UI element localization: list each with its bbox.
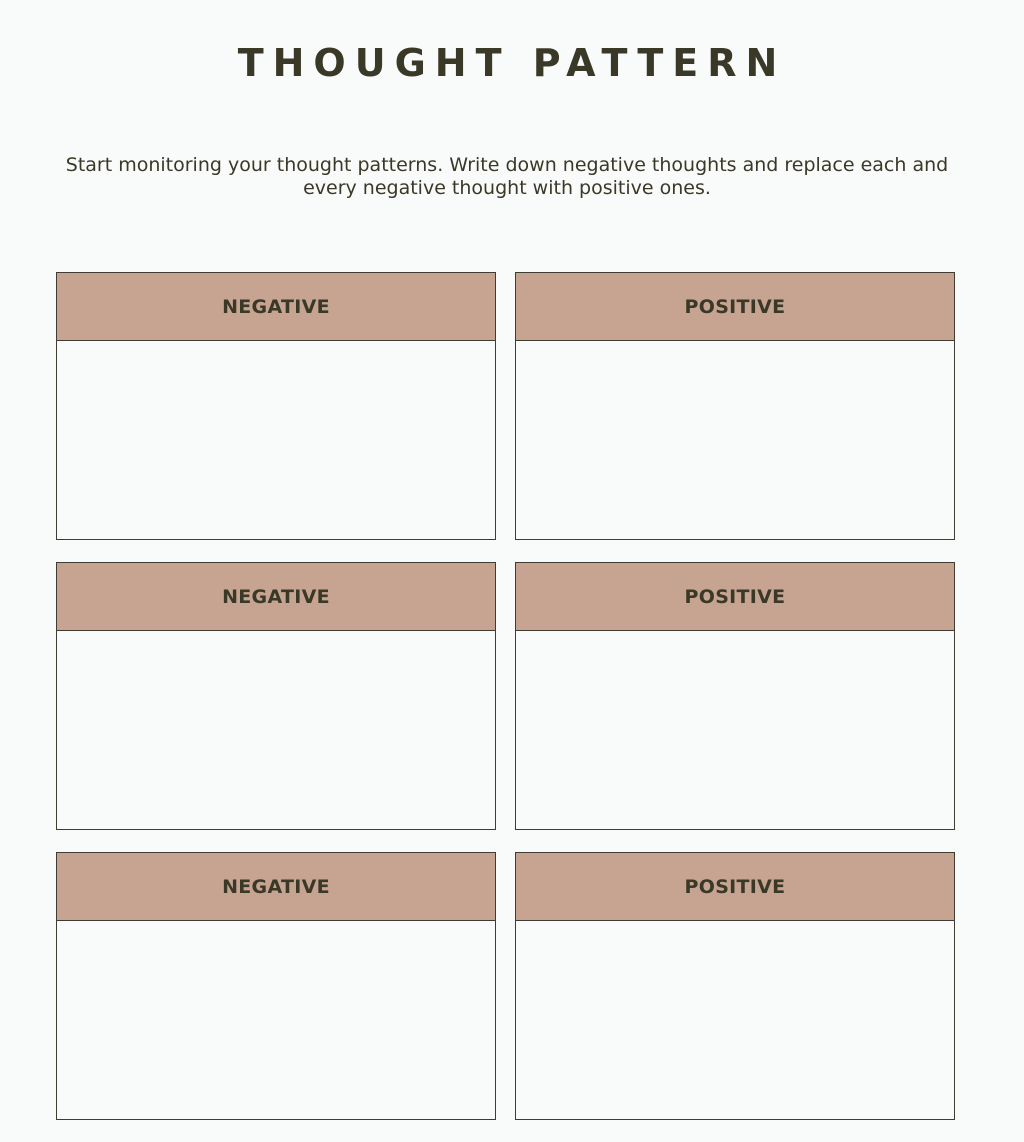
- negative-writing-area[interactable]: [57, 921, 495, 1120]
- negative-header: NEGATIVE: [57, 563, 495, 631]
- thought-row-1: [56, 272, 959, 540]
- thought-grid: [56, 272, 959, 1142]
- thought-row-2: [56, 562, 959, 830]
- instructions-text: Start monitoring your thought patterns. Write down negative thoughts and replace each and every negative thought with positive ones.: [65, 154, 949, 199]
- positive-header: POSITIVE: [516, 273, 954, 341]
- thought-row-3: [56, 852, 959, 1120]
- positive-header: POSITIVE: [516, 563, 954, 631]
- negative-writing-area[interactable]: [57, 631, 495, 830]
- positive-writing-area[interactable]: [516, 921, 954, 1120]
- negative-box: [56, 562, 496, 830]
- negative-box: [56, 272, 496, 540]
- positive-header: POSITIVE: [516, 853, 954, 921]
- negative-box: [56, 852, 496, 1120]
- negative-header: NEGATIVE: [57, 853, 495, 921]
- positive-writing-area[interactable]: [516, 631, 954, 830]
- positive-box: [515, 272, 955, 540]
- positive-writing-area[interactable]: [516, 341, 954, 540]
- negative-header: NEGATIVE: [57, 273, 495, 341]
- positive-box: [515, 852, 955, 1120]
- page-title: THOUGHT PATTERN: [237, 41, 787, 85]
- positive-box: [515, 562, 955, 830]
- negative-writing-area[interactable]: [57, 341, 495, 540]
